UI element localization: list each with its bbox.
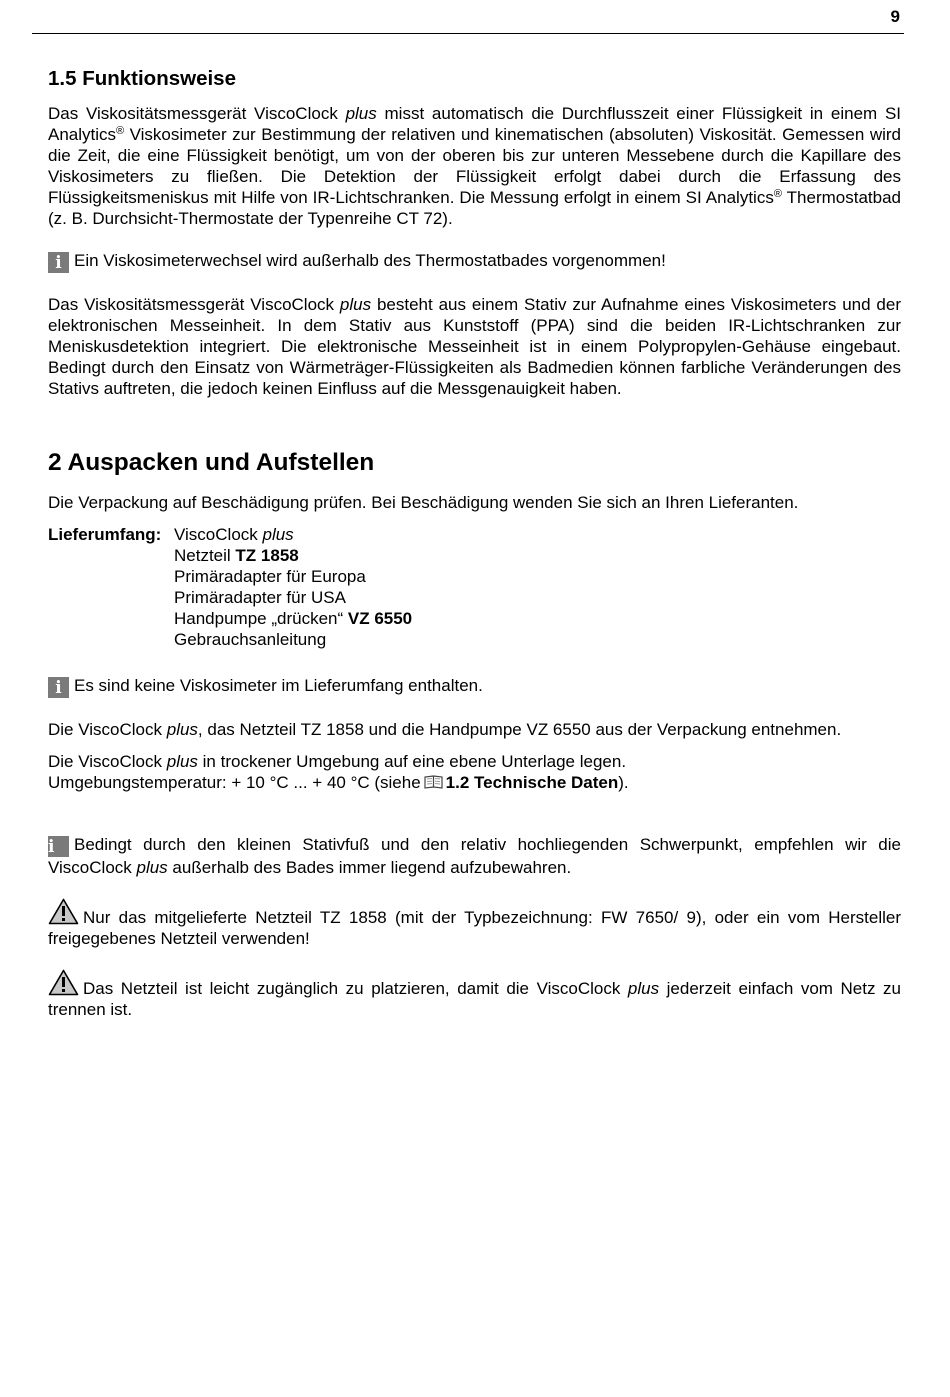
header-rule [32, 33, 904, 34]
list-item: Netzteil TZ 1858 [174, 546, 299, 565]
paragraph-funktionsweise-1: Das Viskositätsmessgerät ViscoClock plus misst automatisch die Durchflusszeit einer Flüssigkeit in einem SI Analytics® Viskosimeter zur Bestimmung der relativen und kinematischen (absoluten) Viskosität. Gemessen wird die Zeit, die eine Flüssigkeit benötigt, um von der oberen bis zur unteren Messebene durch die Kapillare des Viskosimeters zu fließen. Die Detektion der Flüssigkeit erfolgt dabei durch die Erfassung des Flüssigkeitsmeniskus mit Hilfe von IR-Lichtschranken. Die Messung erfolgt in einem SI Analytics® Thermostatbad (z. B. Durchsicht-Thermostate der Typenreihe CT 72). [48, 104, 902, 228]
page-content [48, 66, 901, 1020]
warning-netztrennung: Das Netzteil ist leicht zugänglich zu platzieren, damit die ViscoClock plus jederzeit einfach vom Netz zu trennen ist. [48, 969, 901, 1020]
list-item: Primäradapter für Europa [174, 567, 366, 586]
info-icon: i [48, 836, 69, 857]
page-number: 9 [890, 7, 900, 26]
section-heading-funktionsweise: 1.5 Funktionsweise [48, 67, 236, 90]
registered-mark: ® [116, 125, 125, 137]
section-heading-auspacken: 2 Auspacken und Aufstellen [48, 449, 375, 476]
info-icon: i [48, 252, 69, 273]
book-icon [424, 775, 443, 789]
list-item: Primäradapter für USA [174, 588, 346, 607]
warning-triangle-icon [48, 969, 79, 996]
warning-triangle-icon [48, 898, 79, 925]
delivery-scope-label: Lieferumfang: [48, 525, 162, 544]
info-note-viskosimeterwechsel: i Ein Viskosimeterwechsel wird außerhalb des Thermostatbades vorgenommen! [48, 250, 901, 273]
plus-emphasis: plus [262, 525, 294, 544]
plus-emphasis: plus [166, 720, 198, 739]
plus-emphasis: plus [339, 295, 372, 314]
paragraph-aufstellen: Die ViscoClock plus in trockener Umgebung auf eine ebene Unterlage legen. Umgebungstemperatur: + 10 °C ... + 40 °C (siehe 1.2 Technische Daten). [48, 752, 629, 792]
info-note-lagerung: i Bedingt durch den kleinen Stativfuß und den relativ hochliegenden Schwerpunkt, empfehlen wir die ViscoClock plus außerhalb des Bades immer liegend aufzubewahren. [48, 835, 901, 877]
list-item: Gebrauchsanleitung [174, 630, 327, 649]
paragraph-verpackung: Die Verpackung auf Beschädigung prüfen. Bei Beschädigung wenden Sie sich an Ihren Lieferanten. [48, 493, 799, 512]
registered-mark: ® [773, 188, 782, 200]
plus-emphasis: plus [136, 858, 168, 877]
plus-emphasis: plus [166, 752, 198, 771]
reference-technische-daten: 1.2 Technische Daten [445, 773, 619, 792]
warning-netzteil: Nur das mitgelieferte Netzteil TZ 1858 (mit der Typbezeichnung: FW 7650/ 9), oder ein vom Hersteller freigegebenes Netzteil verwenden! [48, 898, 901, 949]
delivery-scope-list [174, 524, 412, 650]
info-note-keine-viskosimeter: i Es sind keine Viskosimeter im Lieferumfang enthalten. [48, 675, 901, 698]
plus-emphasis: plus [627, 979, 660, 998]
plus-emphasis: plus [345, 104, 377, 123]
list-item: ViscoClock plus [174, 525, 294, 544]
info-icon: i [48, 677, 69, 698]
delivery-scope [48, 524, 901, 650]
paragraph-funktionsweise-2: Das Viskositätsmessgerät ViscoClock plus besteht aus einem Stativ zur Aufnahme eines Viskosimeters und der elektronischen Messeinheit. In dem Stativ aus Kunststoff (PPA) sind die beiden IR-Lichtschranken zur Meniskusdetektion integriert. Die elektronische Messeinheit ist in einem Polypropylen-Gehäuse eingebaut. Bedingt durch den Einsatz von Wärmeträger-Flüssigkeiten als Badmedien können farbliche Veränderungen des Stativs auftreten, die jedoch keinen Einfluss auf die Messgenauigkeit haben. [48, 295, 901, 398]
paragraph-entnehmen: Die ViscoClock plus, das Netzteil TZ 1858 und die Handpumpe VZ 6550 aus der Verpackung entnehmen. [48, 720, 842, 739]
list-item: Handpumpe „drücken“ VZ 6550 [174, 609, 413, 628]
